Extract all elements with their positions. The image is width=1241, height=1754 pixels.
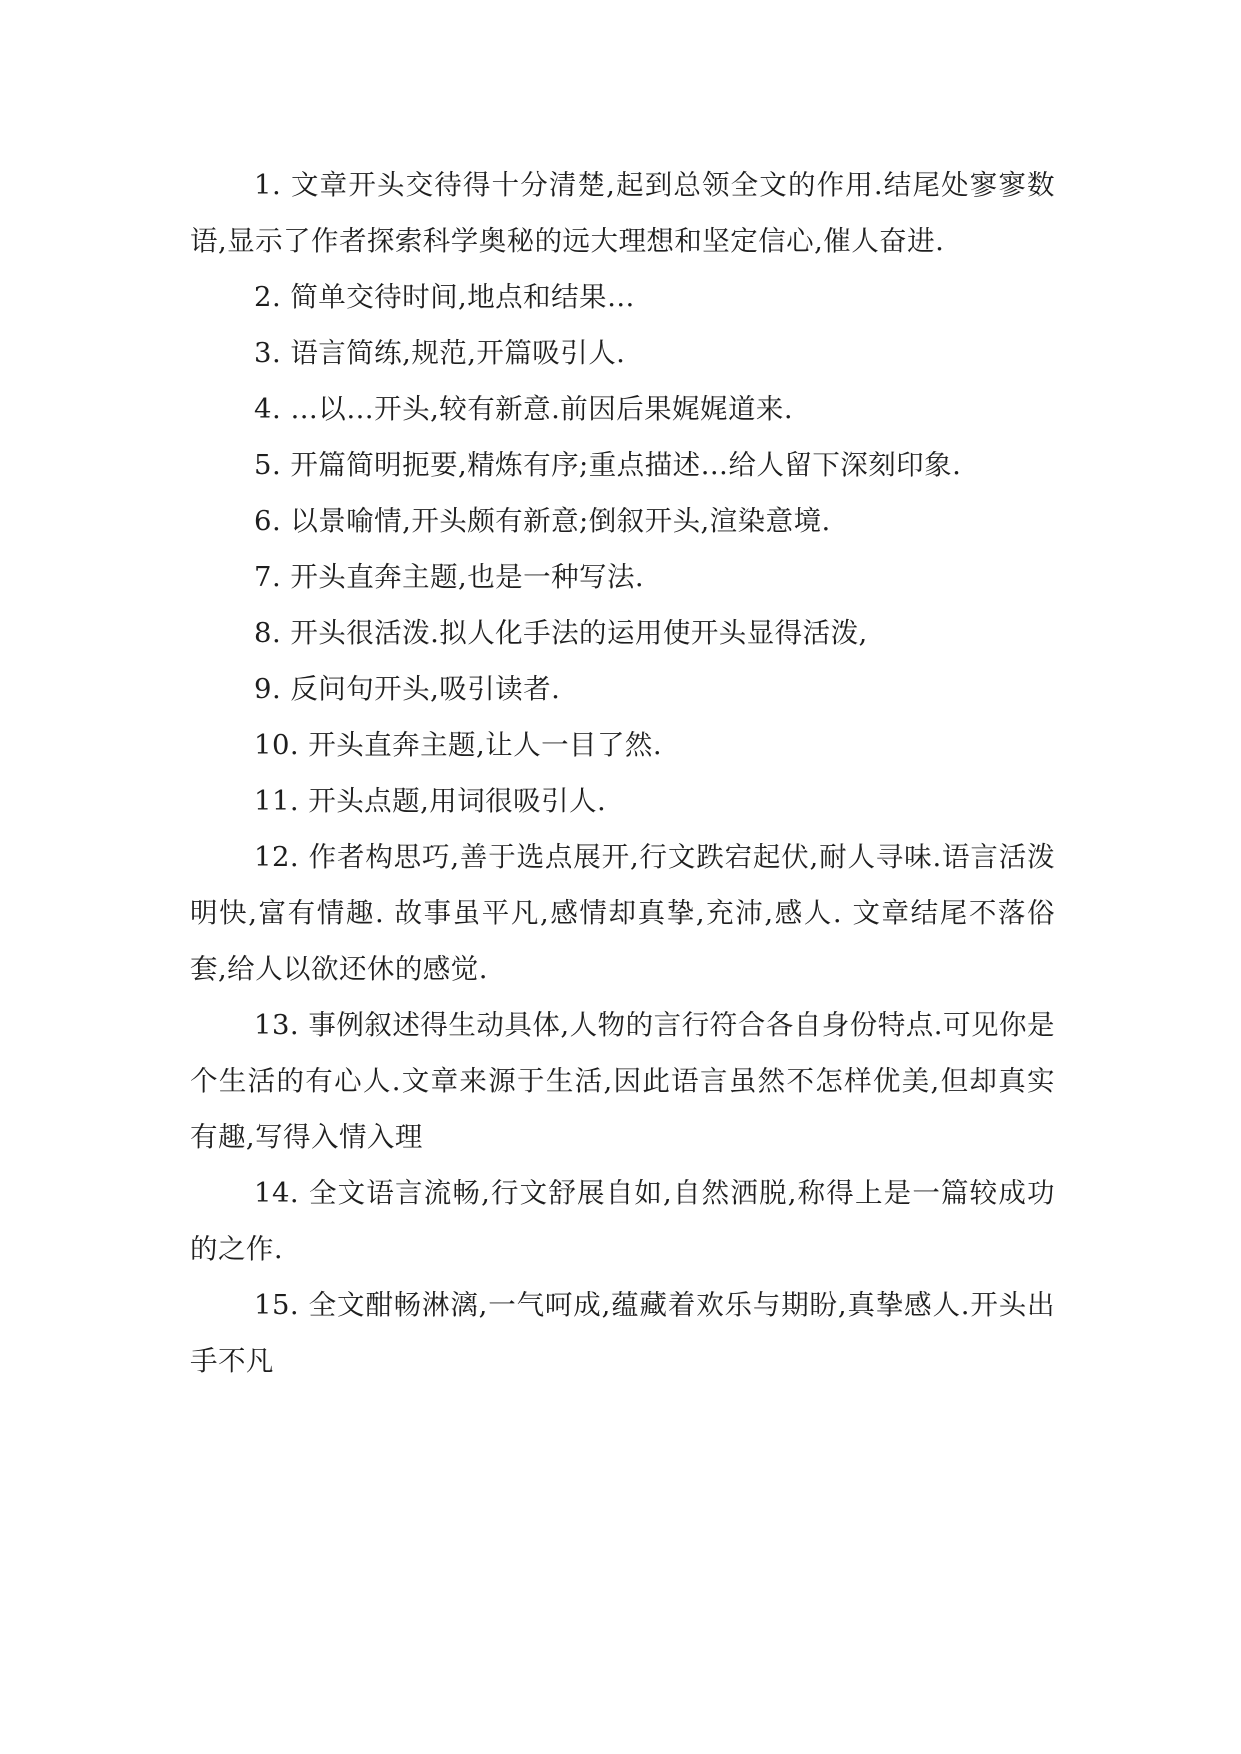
comment-paragraph-5: 5. 开篇简明扼要,精炼有序;重点描述…给人留下深刻印象. [254, 449, 962, 481]
document-body [190, 157, 1055, 1389]
comment-paragraph-7: 7. 开头直奔主题,也是一种写法. [254, 561, 645, 593]
comment-paragraph-10: 10. 开头直奔主题,让人一目了然. [254, 729, 663, 761]
comment-paragraph-3: 3. 语言简练,规范,开篇吸引人. [254, 337, 626, 369]
comment-paragraph-2: 2. 简单交待时间,地点和结果… [254, 281, 635, 313]
comment-paragraph-4: 4. …以…开头,较有新意.前因后果娓娓道来. [254, 393, 794, 425]
comment-paragraph-11: 11. 开头点题,用词很吸引人. [254, 785, 607, 817]
comment-paragraph-1: 1. 文章开头交待得十分清楚,起到总领全文的作用.结尾处寥寥数语,显示了作者探索科学奥秘的远大理想和坚定信心,催人奋进. [190, 169, 1055, 257]
comment-paragraph-8: 8. 开头很活泼.拟人化手法的运用使开头显得活泼, [254, 617, 868, 649]
comment-paragraph-13: 13. 事例叙述得生动具体,人物的言行符合各自身份特点.可见你是个生活的有心人.文章来源于生活,因此语言虽然不怎样优美,但却真实有趣,写得入情入理 [190, 1009, 1055, 1153]
comment-paragraph-15: 15. 全文酣畅淋漓,一气呵成,蕴藏着欢乐与期盼,真挚感人.开头出手不凡 [190, 1289, 1055, 1377]
comment-paragraph-14: 14. 全文语言流畅,行文舒展自如,自然洒脱,称得上是一篇较成功的之作. [190, 1177, 1055, 1265]
comment-paragraph-6: 6. 以景喻情,开头颇有新意;倒叙开头,渲染意境. [254, 505, 831, 537]
comment-paragraph-9: 9. 反问句开头,吸引读者. [254, 673, 561, 705]
comment-paragraph-12: 12. 作者构思巧,善于选点展开,行文跌宕起伏,耐人寻味.语言活泼明快,富有情趣. 故事虽平凡,感情却真挚,充沛,感人. 文章结尾不落俗套,给人以欲还休的感觉. [190, 841, 1055, 985]
